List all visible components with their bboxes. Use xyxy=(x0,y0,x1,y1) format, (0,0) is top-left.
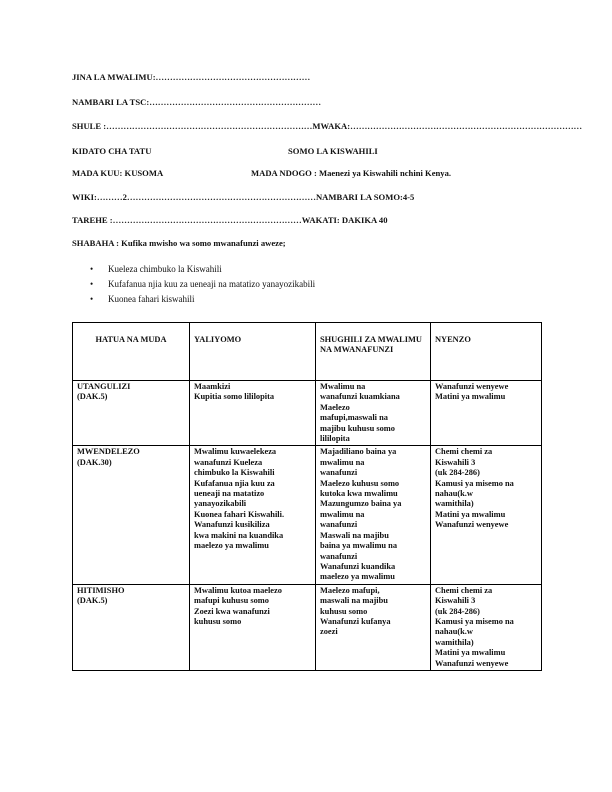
header-nyenzo: NYENZO xyxy=(431,323,542,381)
cell-text: Matini ya mwalimu xyxy=(435,509,506,519)
cell-text: nahau(k.w xyxy=(435,489,473,499)
cell-text: Wanafunzi wenyewe xyxy=(435,658,509,668)
list-item: • Kufafanua njia kuu za ueneaji na matatizo yanayozikabili xyxy=(90,277,315,292)
cell-text: Wanafunzi wenyewe xyxy=(435,382,509,391)
cell-text: Wanafunzi wenyewe xyxy=(435,520,509,530)
mada-kuu-label: MADA KUU: KUSOMA xyxy=(72,168,164,178)
cell-text: Maamkizi xyxy=(194,382,231,391)
cell-text: Wanafunzi kuandika xyxy=(320,561,396,571)
cell-text: mafupi,maswali na xyxy=(320,413,388,423)
cell-text: Maelezo mafupi, xyxy=(320,585,380,595)
cell-text: chimbuko la Kiswahili xyxy=(194,468,275,478)
cell-text: Kiswahili 3 xyxy=(435,596,476,606)
nambari-la-tsc-field: NAMBARI LA TSC:…………………………………………………… xyxy=(72,97,322,107)
bullet-icon: • xyxy=(90,294,94,304)
shule-mwaka-field: SHULE :………………………………………………………………MWAKA:……………………………………………………………………… xyxy=(72,121,583,131)
cell-text: Zoezi kwa wanafunzi xyxy=(194,606,270,616)
cell-text: Maelezo kuhusu somo xyxy=(320,478,400,488)
tarehe-wakati-field: TAREHE :…………………………………………………………WAKATI: DAKIKA 40 xyxy=(72,215,388,225)
cell-text: wanafunzi xyxy=(320,520,358,530)
cell-text: (uk 284-286) xyxy=(435,468,480,478)
cell-text: wanafunzi xyxy=(320,468,358,478)
bullet-icon: • xyxy=(90,279,94,289)
cell-text: wanafunzi xyxy=(320,551,358,561)
bullet-icon: • xyxy=(90,264,94,274)
table-body xyxy=(73,381,542,671)
cell-nyenzo xyxy=(431,381,542,446)
cell-text: mafupi kuhusu somo xyxy=(194,596,269,606)
header-hatua: HATUA NA MUDA xyxy=(73,323,190,381)
cell-text: Mwalimu kutoa maelezo xyxy=(194,585,282,595)
cell-text: Mwalimu na xyxy=(320,382,366,391)
cell-hatua xyxy=(73,381,190,446)
cell-nyenzo xyxy=(431,446,542,584)
cell-text: mwalimu na xyxy=(320,509,365,519)
cell-text: Matini ya mwalimu xyxy=(435,392,506,402)
lesson-plan-table xyxy=(72,322,542,671)
cell-text: (DAK.5) xyxy=(77,596,108,606)
cell-nyenzo xyxy=(431,584,542,670)
cell-shughuli xyxy=(316,446,431,584)
cell-text: baina ya mwalimu na xyxy=(320,541,398,551)
cell-text: Maelezo xyxy=(320,402,350,412)
cell-text: Kamusi ya misemo na xyxy=(435,616,514,626)
cell-text: kuhusu somo xyxy=(320,606,368,616)
cell-text: yanayozikabili xyxy=(194,499,247,509)
cell-text: Matini ya mwalimu xyxy=(435,648,506,658)
table-header-row xyxy=(73,323,542,381)
header-yaliyomo: YALIYOMO xyxy=(190,323,316,381)
jina-la-mwalimu-field: JINA LA MWALIMU:……………………………………………… xyxy=(72,72,311,82)
cell-text: Chemi chemi za xyxy=(435,585,493,595)
cell-text: Chemi chemi za xyxy=(435,447,493,457)
cell-text: wamithila) xyxy=(435,637,474,647)
cell-text: Kamusi ya misemo na xyxy=(435,478,514,488)
cell-text: Kiswahili 3 xyxy=(435,457,476,467)
cell-text: nahau(k.w xyxy=(435,627,473,637)
cell-text: Wanafunzi kufanya xyxy=(320,616,391,626)
cell-text: Mwalimu kuwaelekeza xyxy=(194,447,277,457)
cell-text: zoezi xyxy=(320,627,338,637)
table-row xyxy=(73,584,542,670)
table-row xyxy=(73,381,542,446)
cell-text: maelezo ya mwalimu xyxy=(320,572,395,582)
cell-text: kutoka kwa mwalimu xyxy=(320,489,398,499)
mada-ndogo-label: MADA NDOGO : Maenezi ya Kiswahili nchini Kenya. xyxy=(251,168,452,178)
header-shughuli: SHUGHILI ZA MWALIMU NA MWANAFUNZI xyxy=(316,323,431,381)
cell-text: maelezo ya mwalimu xyxy=(194,541,269,551)
cell-text: Kufafanua njia kuu za xyxy=(194,478,275,488)
cell-text: wanafunzi kuamkiana xyxy=(320,392,400,402)
cell-text: maswali na majibu xyxy=(320,596,388,606)
cell-text: MWENDELEZO xyxy=(77,447,140,457)
cell-text: Mazungumzo baina ya xyxy=(320,499,402,509)
list-item: • Kuonea fahari kiswahili xyxy=(90,292,315,307)
cell-yaliyomo xyxy=(190,584,316,670)
cell-yaliyomo xyxy=(190,446,316,584)
cell-text: Majadiliano baina ya xyxy=(320,447,397,457)
cell-text: kwa makini na kuandika xyxy=(194,530,284,540)
cell-text: (uk 284-286) xyxy=(435,606,480,616)
cell-text: Kupitia somo lililopita xyxy=(194,392,275,402)
cell-text: UTANGULIZI xyxy=(77,382,131,391)
cell-text: ueneaji na matatizo xyxy=(194,489,265,499)
somo-label: SOMO LA KISWAHILI xyxy=(288,146,378,156)
cell-text: lililopita xyxy=(320,434,350,444)
kidato-label: KIDATO CHA TATU xyxy=(72,146,152,156)
cell-text: kuhusu somo xyxy=(194,616,242,626)
cell-shughuli xyxy=(316,381,431,446)
cell-text: Maswali na majibu xyxy=(320,530,389,540)
cell-text: Kuonea fahari Kiswahili. xyxy=(194,509,285,519)
cell-text: wamithila) xyxy=(435,499,474,509)
cell-hatua xyxy=(73,446,190,584)
cell-shughuli xyxy=(316,584,431,670)
list-item: • Kueleza chimbuko la Kiswahili xyxy=(90,262,315,277)
wiki-nambari-somo-field: WIKI:………2…………………………………………………………NAMBARI LA SOMO:4-5 xyxy=(72,192,415,202)
cell-text: majibu kuhusu somo xyxy=(320,423,395,433)
cell-text: mwalimu na xyxy=(320,457,365,467)
cell-yaliyomo xyxy=(190,381,316,446)
cell-text: (DAK.5) xyxy=(77,392,108,402)
cell-text: HITIMISHO xyxy=(77,585,125,595)
shabaha-heading: SHABAHA : Kufika mwisho wa somo mwanafunzi aweze; xyxy=(72,238,286,248)
cell-hatua xyxy=(73,584,190,670)
cell-text: wanafunzi Kueleza xyxy=(194,457,263,467)
cell-text: (DAK.30) xyxy=(77,457,112,467)
cell-text: Wanafunzi kusikiliza xyxy=(194,520,270,530)
objectives-list xyxy=(90,262,315,307)
table-row xyxy=(73,446,542,584)
